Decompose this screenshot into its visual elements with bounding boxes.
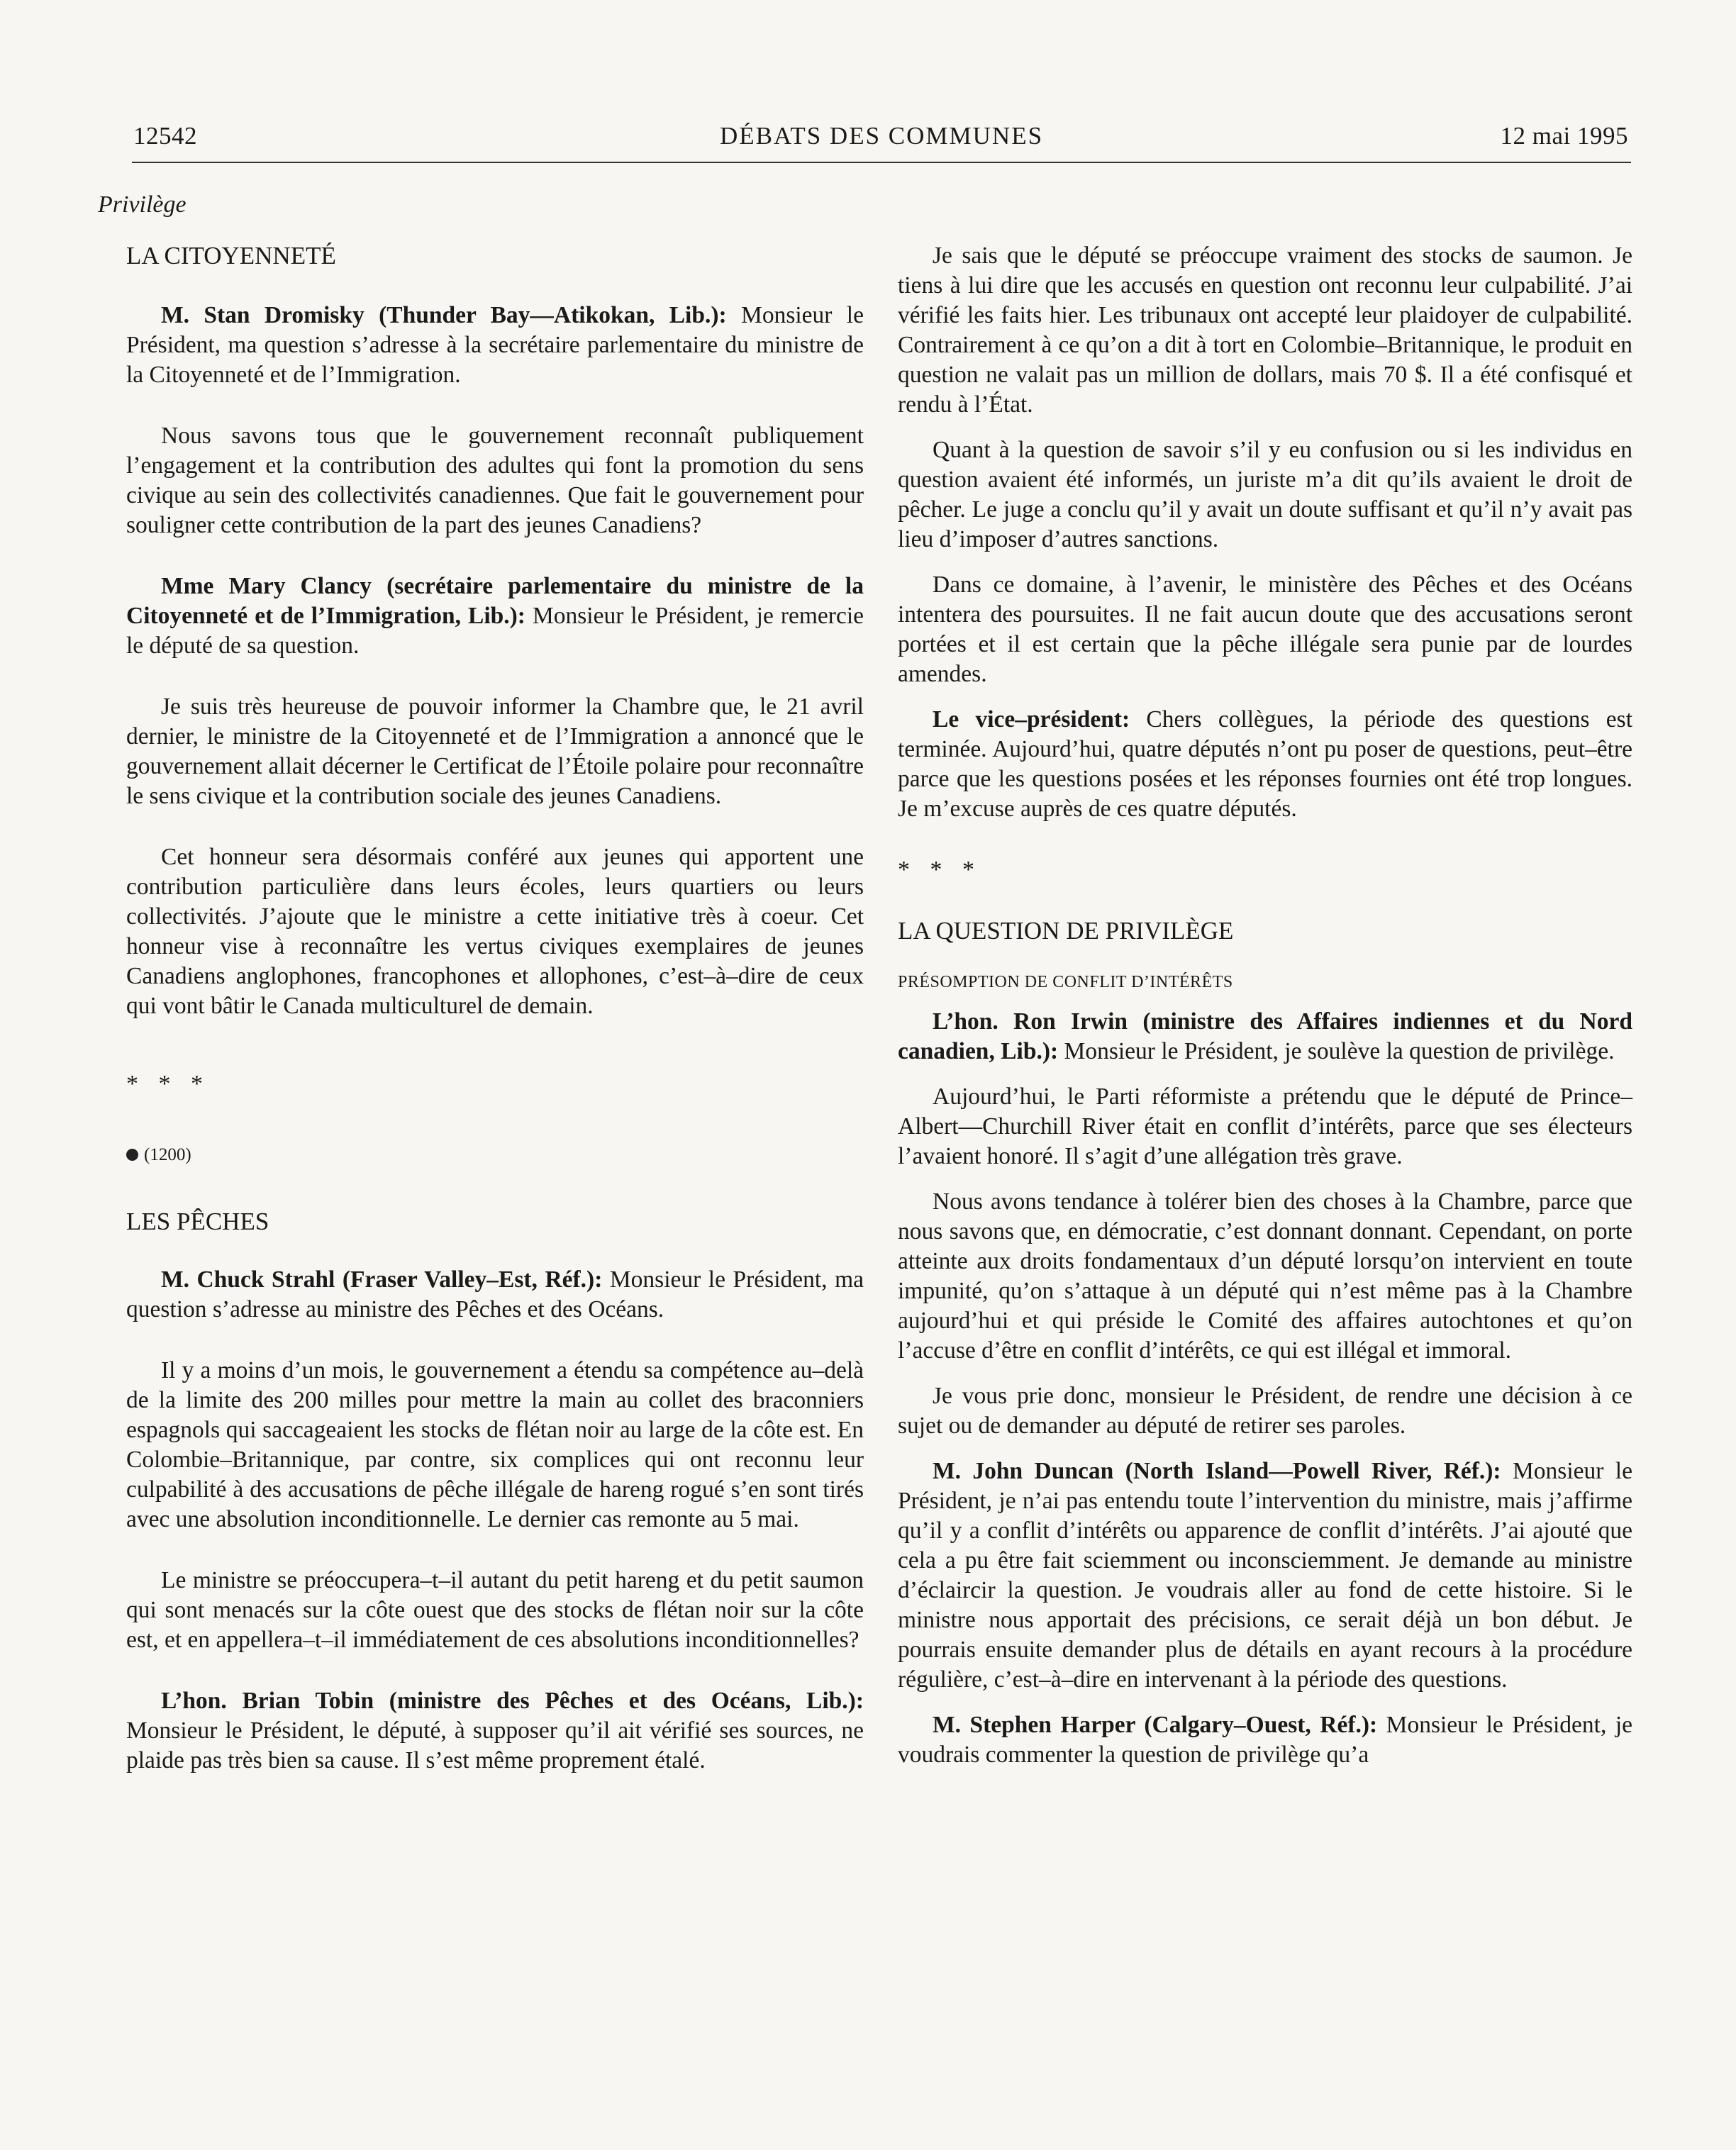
paragraph: Je suis très heureuse de pouvoir informer la Chambre que, le 21 avril dernier, le ministre de la Citoyenneté et de l’Immigration a annoncé que le gouvernement allait décerner le Certificat de l’Étoile polaire pour reconnaître le sens civique et la contribution sociale des jeunes Canadiens. bbox=[126, 694, 864, 809]
right-column bbox=[898, 241, 1632, 1770]
paragraph bbox=[126, 1265, 864, 1325]
speaker-name: Le vice–président: bbox=[933, 706, 1130, 733]
section-heading-citoyennete: LA CITOYENNETÉ bbox=[126, 242, 336, 269]
speaker-name: M. Chuck Strahl (Fraser Valley–Est, Réf.): bbox=[161, 1266, 603, 1293]
paragraph: Le ministre se préoccupera–t–il autant du petit hareng et du petit saumon qui sont menacés sur la côte ouest que des stocks de flétan noir sur la côte est, et en appellera–t–il immédiatement de ces absolutions inconditionnelles? bbox=[126, 1567, 864, 1653]
time-marker bbox=[126, 1140, 864, 1170]
speech-text: Monsieur le Président, je remercie le député de sa question. bbox=[126, 603, 864, 659]
speech-text: Chers collègues, la période des questions est terminée. Aujourd’hui, quatre députés n’ont pu poser de questions, peut–être parce que les questions posées et les réponses fournies ont été trop longues. Je m’excuse auprès de ces quatre députés. bbox=[898, 706, 1633, 822]
paragraph bbox=[898, 1456, 1632, 1695]
time-stamp: (1200) bbox=[144, 1145, 191, 1164]
rubric-privilege: Privilège bbox=[98, 191, 187, 218]
paragraph: Nous savons tous que le gouvernement reconnaît publiquement l’engagement et la contribution des adultes qui font la promotion du sens civique au sein des collectivités canadiennes. Que fait le gouvernement pour souligner cette contribution de la part des jeunes Canadiens? bbox=[126, 423, 864, 538]
speech-text: Monsieur le Président, ma question s’adresse à la secrétaire parlementaire du ministre de la Citoyenneté et de l’Immigration. bbox=[126, 302, 864, 388]
left-column bbox=[98, 190, 864, 1776]
publication-date: 12 mai 1995 bbox=[1500, 122, 1628, 150]
speech-text: Monsieur le Président, ma question s’adresse au ministre des Pêches et des Océans. bbox=[126, 1266, 864, 1322]
page-number: 12542 bbox=[133, 122, 197, 150]
speaker-name: M. Stephen Harper (Calgary–Ouest, Réf.): bbox=[933, 1712, 1378, 1738]
speech-text: Monsieur le Président, je soulève la question de privilège. bbox=[1058, 1038, 1615, 1064]
paragraph: Je vous prie donc, monsieur le Président, de rendre une décision à ce sujet ou de demander au député de retirer ses paroles. bbox=[898, 1383, 1632, 1439]
publication-title: DÉBATS DES COMMUNES bbox=[719, 122, 1044, 150]
separator-stars: * * * bbox=[126, 1071, 210, 1097]
page-header bbox=[132, 119, 1631, 163]
paragraph bbox=[126, 1686, 864, 1776]
subsection-heading: PRÉSOMPTION DE CONFLIT D’INTÉRÊTS bbox=[898, 973, 1233, 991]
paragraph: Dans ce domaine, à l’avenir, le ministère des Pêches et des Océans intentera des poursuites. Il ne fait aucun doute que des accusations seront portées et il est certain que la pêche illégale sera punie par de lourdes amendes. bbox=[898, 572, 1632, 687]
paragraph: Aujourd’hui, le Parti réformiste a prétendu que le député de Prince–Albert—Churchill River était en conflit d’intérêts, parce que ses électeurs l’avaient honoré. Il s’agit d’une allégation très grave. bbox=[898, 1084, 1632, 1169]
speaker-name: L’hon. Ron Irwin (ministre des Affaires indiennes et du Nord canadien, Lib.): bbox=[898, 1008, 1632, 1064]
paragraph: Cet honneur sera désormais conféré aux jeunes qui apportent une contribution particulière dans leurs écoles, leurs quartiers ou leurs collectivités. J’ajoute que le ministre a cette initiative très à coeur. Cet honneur vise à reconnaître les vertus civiques exemplaires de jeunes Canadiens anglophones, francophones et allophones, c’est–à–dire de ceux qui vont bâtir le Canada multiculturel de demain. bbox=[126, 844, 864, 1019]
speaker-name: L’hon. Brian Tobin (ministre des Pêches et des Océans, Lib.): bbox=[161, 1688, 864, 1714]
speech-text: Monsieur le Président, je n’ai pas entendu toute l’intervention du ministre, mais j’affirme qu’il y a conflit d’intérêts ou apparence de conflit d’intérêts. J’ai ajouté que cela a pu être fait sciemment ou inconsciemment. Je demande au ministre d’éclaircir la question. Je voudrais aller au fond de cette histoire. Si le ministre nous apportait des précisions, ce serait déjà un bon début. Je pourrais ensuite demander plus de détails en ayant recours à la procédure régulière, c’est–à–dire en intervenant à la période des questions. bbox=[898, 1458, 1632, 1693]
speech-text: Monsieur le Président, le député, à supposer qu’il ait vérifié ses sources, ne plaide pas très bien sa cause. Il s’est même proprement étalé. bbox=[126, 1717, 864, 1773]
speaker-name: M. Stan Dromisky (Thunder Bay—Atikokan, Lib.): bbox=[161, 302, 727, 328]
paragraph bbox=[898, 1710, 1632, 1770]
paragraph bbox=[126, 572, 864, 661]
paragraph bbox=[898, 1007, 1632, 1066]
speech-text: Monsieur le Président, je voudrais commenter la question de privilège qu’a bbox=[898, 1712, 1632, 1768]
speaker-name: Mme Mary Clancy (secrétaire parlementaire du ministre de la Citoyenneté et de l’Immigration, Lib.): bbox=[126, 573, 864, 629]
section-heading-peches: LES PÊCHES bbox=[126, 1208, 269, 1235]
bullet-icon bbox=[126, 1149, 138, 1161]
paragraph bbox=[126, 301, 864, 390]
separator-stars: * * * bbox=[898, 857, 981, 883]
paragraph: Je sais que le député se préoccupe vraiment des stocks de saumon. Je tiens à lui dire que les accusés en question ont reconnu leur culpabilité. J’ai vérifié les faits hier. Les tribunaux ont accepté leur plaidoyer de culpabilité. Contrairement à ce qu’on a dit à tort en Colombie–Britannique, le produit en question ne valait pas un million de dollars, mais 70 $. Il a été confisqué et rendu à l’État. bbox=[898, 243, 1632, 418]
paragraph: Quant à la question de savoir s’il y eu confusion ou si les individus en question avaient été informés, un juriste m’a dit qu’ils avaient le droit de pêcher. Le juge a conclu qu’il y avait un doute suffisant et qu’il n’y avait pas lieu d’imposer d’autres sanctions. bbox=[898, 437, 1632, 552]
paragraph: Il y a moins d’un mois, le gouvernement a étendu sa compétence au–delà de la limite des 200 milles pour mettre la main au collet des braconniers espagnols qui saccageaient les stocks de flétan noir au large de la côte est. En Colombie–Britannique, par contre, six complices qui ont reconnu leur culpabilité à des accusations de pêche illégale de hareng rogué s’en sont tirés avec une absolution inconditionnelle. Le dernier cas remonte au 5 mai. bbox=[126, 1357, 864, 1532]
paragraph bbox=[898, 705, 1632, 824]
speaker-name: M. John Duncan (North Island—Powell River, Réf.): bbox=[933, 1458, 1501, 1484]
paragraph: Nous avons tendance à tolérer bien des choses à la Chambre, parce que nous savons que, en démocratie, c’est donnant donnant. Cependant, on porte atteinte aux droits fondamentaux d’un député lorsqu’on intervient en toute impunité, qu’on s’attaque à un député qui n’est même pas à la Chambre aujourd’hui et qui préside le Comité des affaires autochtones et qu’on l’accuse d’être en conflit d’intérêts, ce qui est illégal et immoral. bbox=[898, 1188, 1632, 1364]
section-heading-privilege: LA QUESTION DE PRIVILÈGE bbox=[898, 917, 1234, 945]
